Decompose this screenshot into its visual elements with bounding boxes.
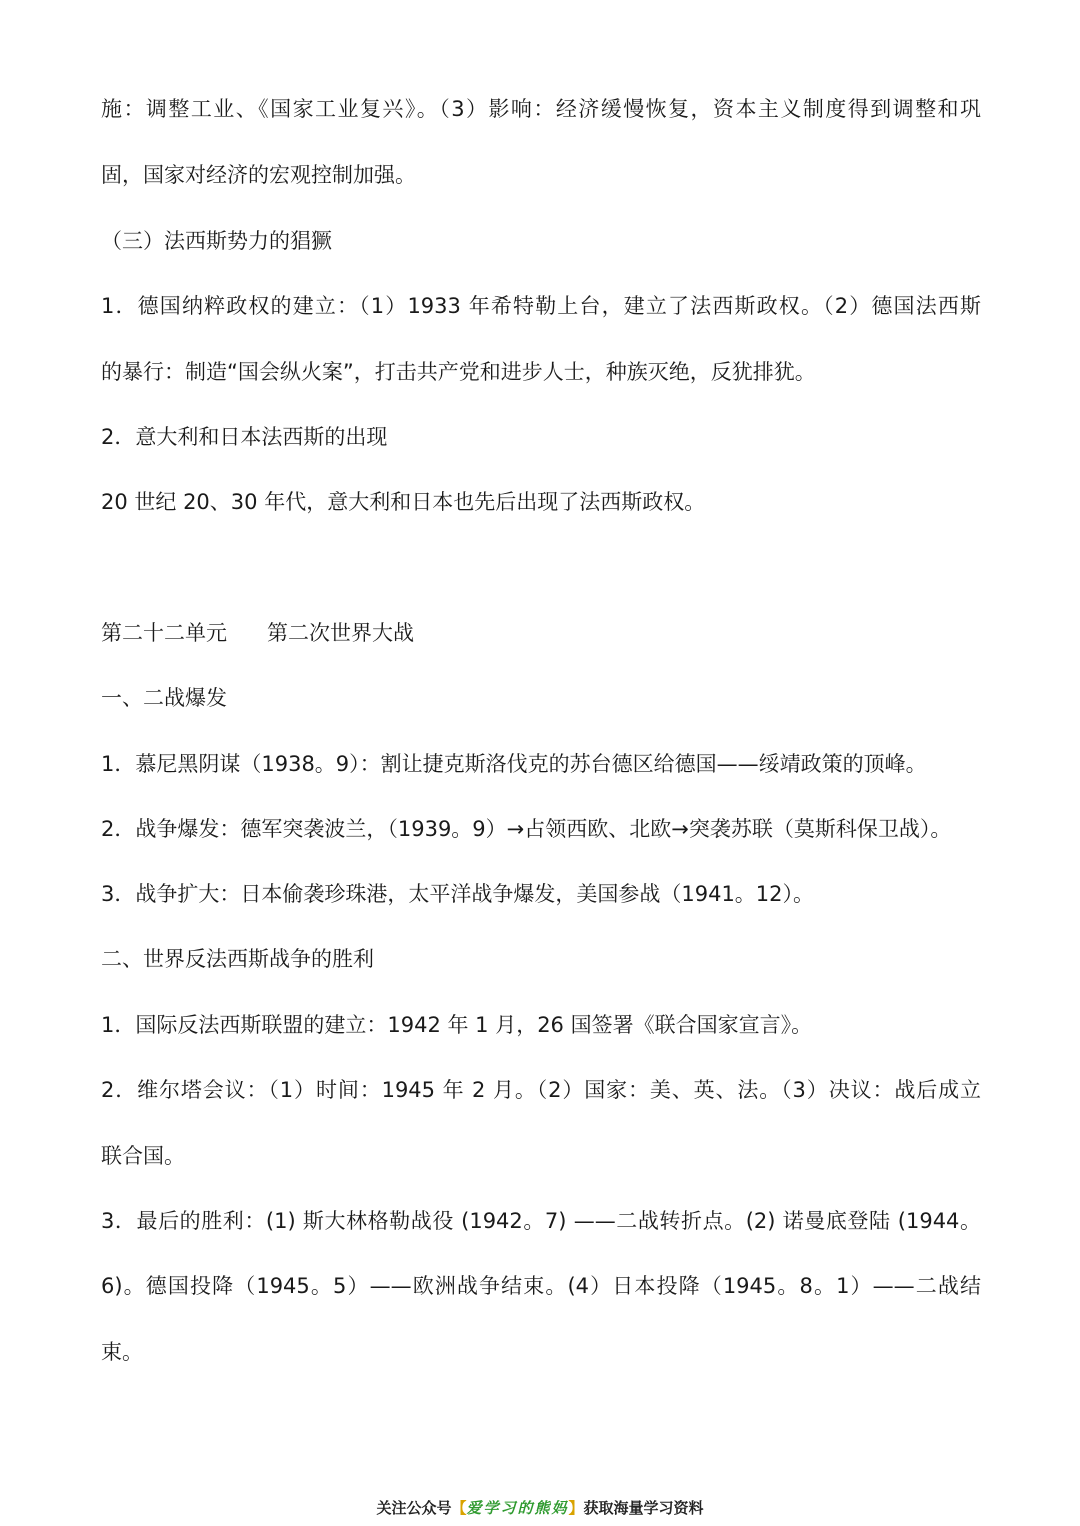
footer-account-name: 爱学习的熊妈 xyxy=(466,1499,569,1517)
list-item: 3．战争扩大：日本偷袭珍珠港，太平洋战争爆发，美国参战（1941。12）。 xyxy=(101,882,815,906)
footer-promo xyxy=(0,1496,1080,1520)
paragraph-line: 20 世纪 20、30 年代，意大利和日本也先后出现了法西斯政权。 xyxy=(101,490,706,514)
list-item: 1．国际反法西斯联盟的建立：1942 年 1 月，26 国签署《联合国家宣言》。 xyxy=(101,1013,813,1037)
paragraph-line: 1．德国纳粹政权的建立：（1）1933 年希特勒上台，建立了法西斯政权。（2）德国法西斯 xyxy=(101,294,981,318)
list-item: 3．最后的胜利：(1) 斯大林格勒战役 (1942。7) ——二战转折点。(2) 诺曼底登陆 (1944。 xyxy=(101,1209,981,1233)
list-item: 1．慕尼黑阴谋（1938。9）：割让捷克斯洛伐克的苏台德区给德国——绥靖政策的顶峰。 xyxy=(101,752,927,776)
paragraph-line: 束。 xyxy=(101,1340,143,1364)
section-heading: 一、二战爆发 xyxy=(101,686,227,710)
section-heading: 二、世界反法西斯战争的胜利 xyxy=(101,947,374,971)
paragraph-line: 的暴行：制造“国会纵火案”，打击共产党和进步人士，种族灭绝，反犹排犹。 xyxy=(101,360,816,384)
paragraph-line: 6)。德国投降（1945。5）——欧洲战争结束。(4）日本投降（1945。8。1）——二战结 xyxy=(101,1274,981,1298)
footer-bracket-open: 【 xyxy=(451,1499,467,1517)
section-heading: （三）法西斯势力的猖獗 xyxy=(101,229,332,253)
paragraph-line: 固，国家对经济的宏观控制加强。 xyxy=(101,163,416,187)
footer-bracket-close: 】 xyxy=(568,1499,584,1517)
unit-title: 第二十二单元 第二次世界大战 xyxy=(101,621,415,645)
list-item: 2．维尔塔会议：（1）时间：1945 年 2 月。（2）国家：美、英、法。（3）决议：战后成立 xyxy=(101,1078,981,1102)
list-item: 2．战争爆发：德军突袭波兰，（1939。9）→占领西欧、北欧→突袭苏联（莫斯科保卫战）。 xyxy=(101,817,952,841)
footer-suffix: 获取海量学习资料 xyxy=(583,1499,704,1517)
paragraph-line: 施：调整工业、《国家工业复兴》。（3）影响：经济缓慢恢复，资本主义制度得到调整和巩 xyxy=(101,97,981,121)
paragraph-line: 联合国。 xyxy=(101,1144,185,1168)
footer-prefix: 关注公众号 xyxy=(376,1499,452,1517)
subsection-heading: 2．意大利和日本法西斯的出现 xyxy=(101,425,388,449)
